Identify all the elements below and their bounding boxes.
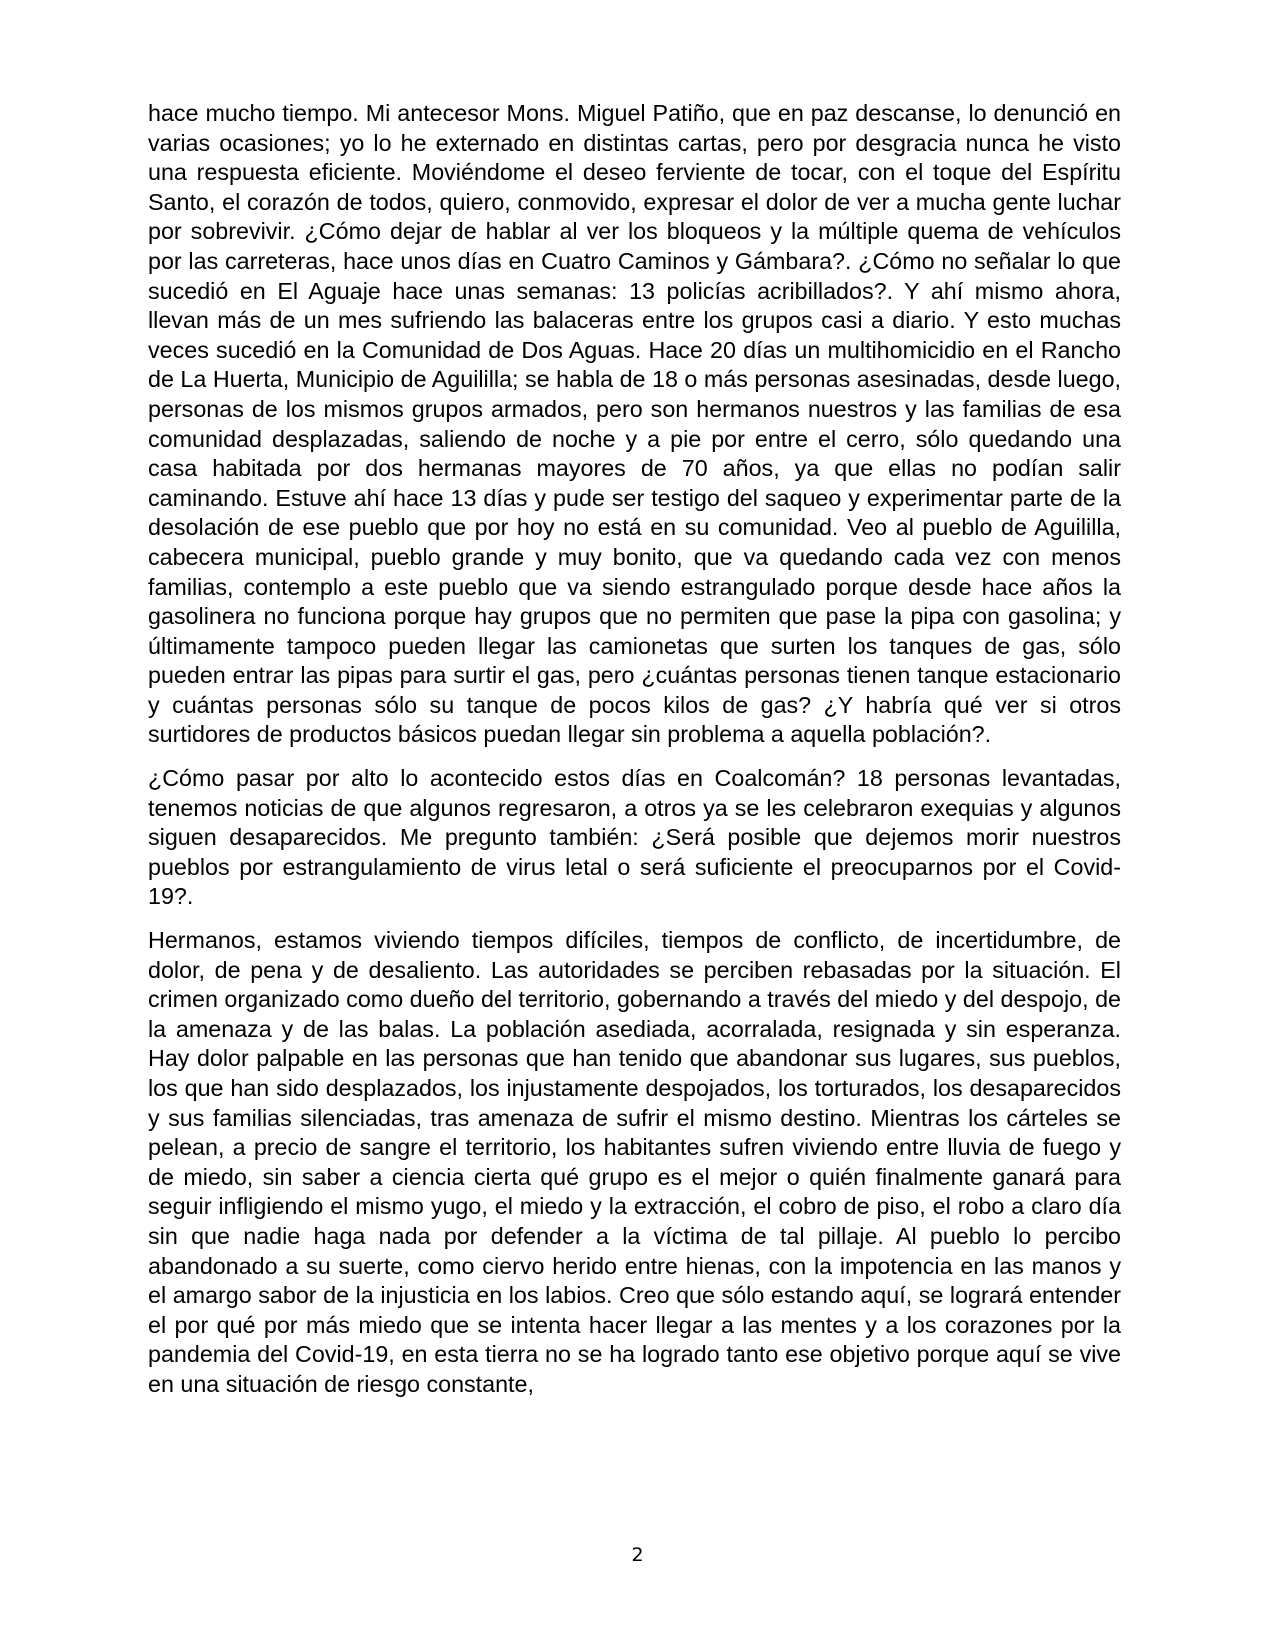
- paragraph-2: ¿Cómo pasar por alto lo acontecido estos días en Coalcomán? 18 personas levantadas, tenemos noticias de que algunos regresaron, a otros ya se les celebraron exequias y algunos siguen desaparecidos. Me pregunto también: ¿Será posible que dejemos morir nuestros pueblos por estrangulamiento de virus letal o será suficiente el preocuparnos por el Covid-19?.: [148, 765, 1121, 910]
- paragraph-3: Hermanos, estamos viviendo tiempos difíciles, tiempos de conflicto, de incertidumbre, de dolor, de pena y de desaliento. Las autoridades se perciben rebasadas por la situación. El crimen organizado como dueño del territorio, gobernando a través del miedo y del despojo, de la amenaza y de las balas. La población asediada, acorralada, resignada y sin esperanza. Hay dolor palpable en las personas que han tenido que abandonar sus lugares, sus pueblos, los que han sido desplazados, los injustamente despojados, los torturados, los desaparecidos y sus familias silenciadas, tras amenaza de sufrir el mismo destino. Mientras los cárteles se pelean, a precio de sangre el territorio, los habitantes sufren viviendo entre lluvia de fuego y de miedo, sin saber a ciencia cierta qué grupo es el mejor o quién finalmente ganará para seguir infligiendo el mismo yugo, el miedo y la extracción, el cobro de piso, el robo a claro día sin que nadie haga nada por defender a la víctima de tal pillaje. Al pueblo lo percibo abandonado a su suerte, como ciervo herido entre hienas, con la impotencia en las manos y el amargo sabor de la injusticia en los labios. Creo que sólo estando aquí, se logrará entender el por qué por más miedo que se intenta hacer llegar a las mentes y a los corazones por la pandemia del Covid-19, en esta tierra no se ha logrado tanto ese objetivo porque aquí se vive en una situación de riesgo constante,: [148, 927, 1121, 1397]
- paragraph-1: hace mucho tiempo. Mi antecesor Mons. Miguel Patiño, que en paz descanse, lo denunció en varias ocasiones; yo lo he externado en distintas cartas, pero por desgracia nunca he visto una respuesta eficiente. Moviéndome el deseo ferviente de tocar, con el toque del Espíritu Santo, el corazón de todos, quiero, conmovido, expresar el dolor de ver a mucha gente luchar por sobrevivir. ¿Cómo dejar de hablar al ver los bloqueos y la múltiple quema de vehículos por las carreteras, hace unos días en Cuatro Caminos y Gámbara?. ¿Cómo no señalar lo que sucedió en El Aguaje hace unas semanas: 13 policías acribillados?. Y ahí mismo ahora, llevan más de un mes sufriendo las balaceras entre los grupos casi a diario. Y esto muchas veces sucedió en la Comunidad de Dos Aguas. Hace 20 días un multihomicidio en el Rancho de La Huerta, Municipio de Aguililla; se habla de 18 o más personas asesinadas, desde luego, personas de los mismos grupos armados, pero son hermanos nuestros y las familias de esa comunidad desplazadas, saliendo de noche y a pie por entre el cerro, sólo quedando una casa habitada por dos hermanas mayores de 70 años, ya que ellas no podían salir caminando. Estuve ahí hace 13 días y pude ser testigo del saqueo y experimentar parte de la desolación de ese pueblo que por hoy no está en su comunidad. Veo al pueblo de Aguililla, cabecera municipal, pueblo grande y muy bonito, que va quedando cada vez con menos familias, contemplo a este pueblo que va siendo estrangulado porque desde hace años la gasolinera no funciona porque hay grupos que no permiten que pase la pipa con gasolina; y últimamente tampoco pueden llegar las camionetas que surten los tanques de gas, sólo pueden entrar las pipas para surtir el gas, pero ¿cuántas personas tienen tanque estacionario y cuántas personas sólo su tanque de pocos kilos de gas? ¿Y habría qué ver si otros surtidores de productos básicos puedan llegar sin problema a aquella población?.: [148, 100, 1121, 748]
- page-number: 2: [631, 1544, 644, 1566]
- page-body: [148, 99, 1121, 1414]
